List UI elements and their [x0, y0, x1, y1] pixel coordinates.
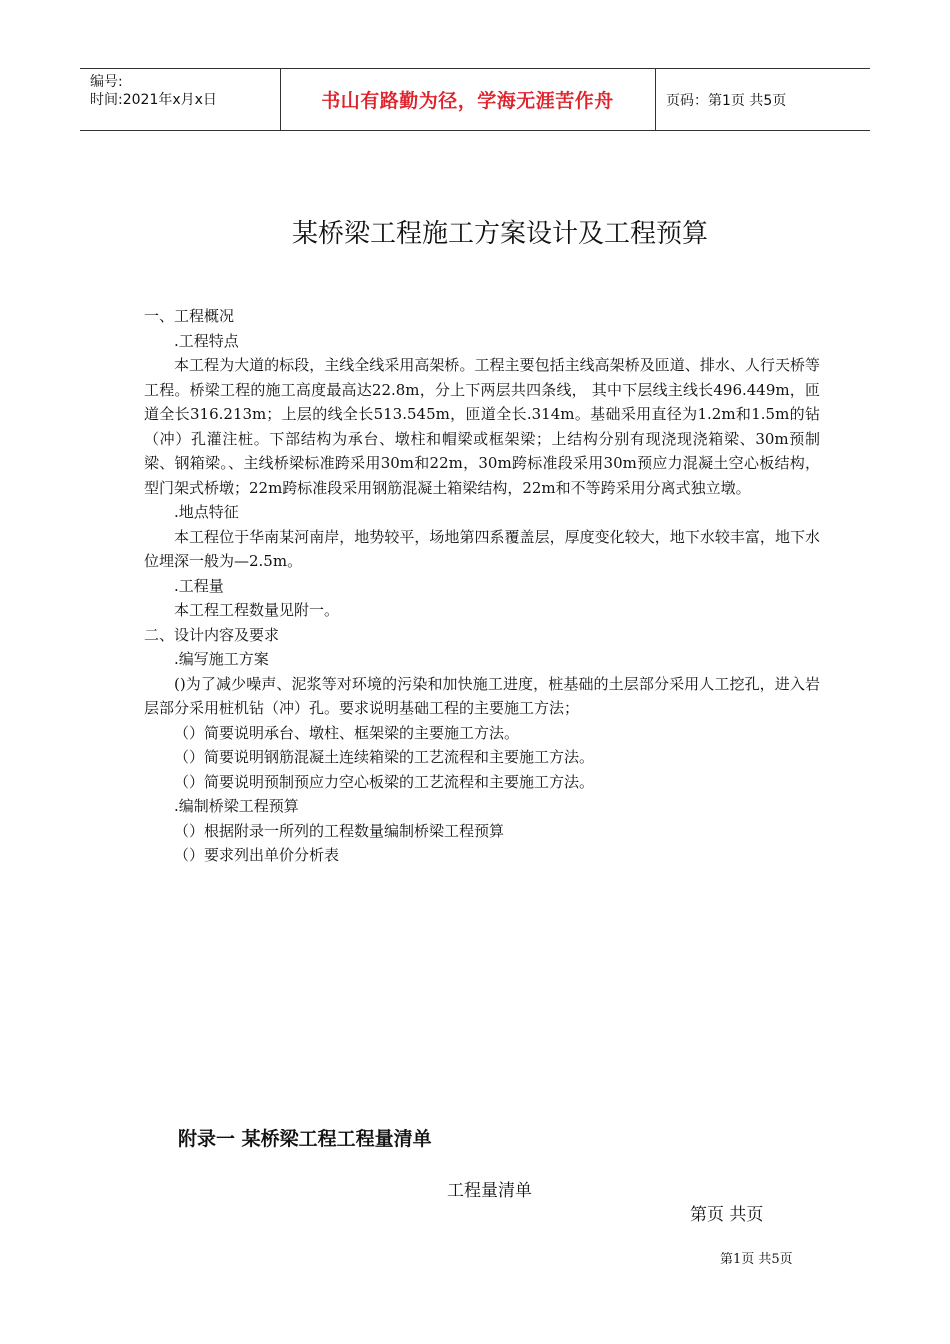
list-item: （）简要说明预制预应力空心板梁的工艺流程和主要施工方法。 — [174, 772, 595, 791]
subsection-heading: .工程量 — [174, 576, 224, 595]
page-code: 页码：第1页 共5页 — [666, 92, 787, 109]
header-page-code — [656, 69, 870, 130]
list-item: （）要求列出单价分析表 — [174, 846, 340, 864]
time-label: 时间:2021年x月x日 — [90, 92, 217, 108]
subsection-heading: .地点特征 — [174, 503, 239, 521]
subsection-heading: .编写施工方案 — [174, 650, 269, 668]
paragraph: 本工程工程数量见附一。 — [174, 601, 340, 619]
page-of: 第页 共页 — [690, 1205, 764, 1225]
section-heading: 一、工程概况 — [144, 307, 235, 325]
list-item: （）根据附录一所列的工程数量编制桥梁工程预算 — [174, 821, 505, 840]
document-body — [144, 304, 820, 868]
paragraph: 本工程为大道的标段，主线全线采用高架桥。工程主要包括主线高架桥及匝道、排水、人行天桥等工程。桥梁工程的施工高度最高达22.8m，分上下两层共四条线， 其中下层线主线长496.449m，匝道全长316.213m；上层的线全长513.545m，匝道全长.314m。基础采用直径为1.2m和1.5m的钻（冲）孔灌注桩。下部结构为承台、墩柱和帽梁或框架梁；上结构分别有现浇现浇箱梁、30m预制梁、钢箱梁。、主线桥梁标准跨采用30m和22m，30m跨标准段采用30m预应力混凝土空心板结构，型门架式桥墩；22m跨标准段采用钢筋混凝土箱梁结构，22m和不等跨采用分离式独立墩。 — [144, 356, 820, 497]
section-heading: 二、设计内容及要求 — [144, 625, 280, 644]
header-motto-cell — [281, 69, 654, 130]
subsection-heading: .编制桥梁工程预算 — [174, 797, 299, 815]
header-table — [80, 68, 870, 131]
page-footer: 第1页 共5页 — [720, 1252, 793, 1267]
list-title: 工程量清单 — [447, 1181, 532, 1201]
number-label: 编号: — [90, 74, 123, 90]
paragraph: 本工程位于华南某河南岸，地势较平，场地第四系覆盖层，厚度变化较大，地下水较丰富，地下水位埋深一般为—2.5m。 — [144, 527, 820, 570]
list-item: （）简要说明钢筋混凝土连续箱梁的工艺流程和主要施工方法。 — [174, 748, 595, 766]
document-title: 某桥梁工程施工方案设计及工程预算 — [291, 219, 708, 249]
motto: 书山有路勤为径，学海无涯苦作舟 — [321, 90, 614, 112]
subsection-heading: .工程特点 — [174, 331, 239, 350]
list-item: （）简要说明承台、墩柱、框架梁的主要施工方法。 — [174, 723, 520, 742]
list-item: ()为了减少噪声、泥浆等对环境的污染和加快施工进度，桩基础的土层部分采用人工挖孔，进入岩层部分采用桩机钻（冲）孔。要求说明基础工程的主要施工方法； — [144, 674, 820, 717]
header-info — [80, 69, 280, 130]
appendix-heading: 附录一 某桥梁工程工程量清单 — [178, 1128, 432, 1150]
